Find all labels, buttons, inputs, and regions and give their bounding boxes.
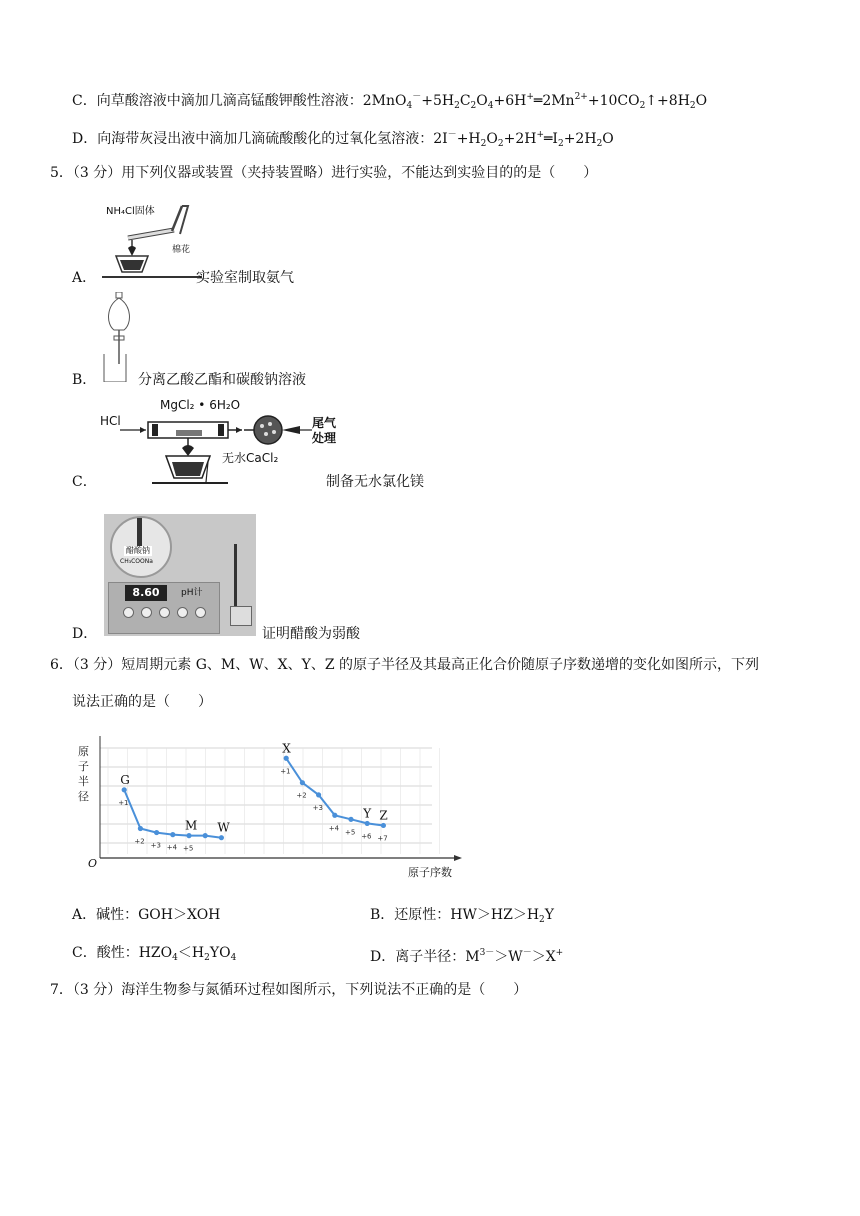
chart-point-label: W <box>217 820 230 835</box>
q6-option-b: B．还原性：$HW>HZ>H_2Y$ <box>370 907 555 925</box>
q5-option-b <box>72 370 96 390</box>
q6-option-d-text: D．离子半径：M <box>370 949 480 965</box>
q5-option-c-letter: C． <box>72 474 97 490</box>
knob-icon <box>159 607 170 618</box>
chart-point <box>365 821 370 826</box>
q5-figure-c-tail-label-1: 尾气 <box>312 416 337 430</box>
chart-point-label: X <box>282 741 291 756</box>
q6-option-d: D．离子半径：$M^{3-}>W^->X^+$ <box>370 948 564 965</box>
chart-point <box>154 830 159 835</box>
chart-valence-label: +7 <box>377 834 388 843</box>
q7-stem: 7．（3 分）海洋生物参与氮循环过程如图所示，下列说法不正确的是（ ） <box>50 982 528 998</box>
q5-figure-d-inset <box>110 516 172 578</box>
chart-point <box>381 823 386 828</box>
chart-valence-label: +6 <box>361 832 372 841</box>
chart-point <box>138 826 143 831</box>
chart-valence-label: +5 <box>345 828 356 837</box>
q5-option-b-text: 分离乙酸乙酯和碳酸钠溶液 <box>138 372 306 388</box>
chart-point-label: M <box>185 818 198 833</box>
knob-icon <box>195 607 206 618</box>
chart-x-axis-label: 原子序数 <box>408 866 452 879</box>
q4-option-d-text: D．向海带灰浸出液中滴加几滴硫酸酸化的过氧化氢溶液： <box>72 131 434 147</box>
q5-figure-d-beaker <box>230 606 252 626</box>
chart-valence-label: +5 <box>183 844 194 853</box>
q5-option-b-letter: B． <box>72 372 97 388</box>
q6-option-c-text: C．酸性：HZO <box>72 945 173 961</box>
chart-valence-label: +3 <box>150 841 161 850</box>
chart-point <box>186 833 191 838</box>
q6-stem-line-2: 说法正确的是（ ） <box>72 694 212 710</box>
q5-option-a <box>72 268 96 288</box>
chart-point <box>219 835 224 840</box>
q5-figure-d-bottle-label: 醋酸钠 <box>126 546 150 555</box>
q5-figure-c-drier-label: 无水CaCl₂ <box>222 451 279 465</box>
chart-point-label: Y <box>363 806 372 821</box>
q5-figure-b <box>100 292 140 382</box>
chart-valence-label: +1 <box>118 798 129 807</box>
chart-point <box>300 780 305 785</box>
chart-point <box>122 787 127 792</box>
chart-point <box>332 813 337 818</box>
q5-figure-a-solid-label: NH₄Cl固体 <box>106 206 155 217</box>
q6-stem-line-1: 6．（3 分）短周期元素 G、M、W、X、Y、Z 的原子半径及其最高正化合价随原子序数递增的变化如图所示，下列 <box>50 657 760 673</box>
chart-y-axis-label: 原子半径 <box>78 745 89 803</box>
q5-figure-d-bottle-sublabel: CH₃COONa <box>120 558 153 565</box>
q5-figure-d-photo <box>104 514 256 636</box>
q5-figure-d-display: 8.60 <box>125 585 167 601</box>
chart-point <box>348 817 353 822</box>
q5-figure-d-meter-label: pH计 <box>181 588 203 598</box>
q4-option-c-text: C．向草酸溶液中滴加几滴高锰酸钾酸性溶液： <box>72 93 363 109</box>
knob-icon <box>177 607 188 618</box>
chart-origin-label: O <box>88 857 98 870</box>
chart-valence-label: +4 <box>166 843 178 852</box>
chart-point-label: Z <box>379 808 388 823</box>
chart-labels <box>118 741 388 852</box>
chart-point <box>170 832 175 837</box>
q4-option-d <box>72 125 614 154</box>
chart-valence-label: +2 <box>296 791 307 800</box>
chart-point <box>316 792 321 797</box>
q4-option-d-equation: $2I^-+H_2O_2+2H^+═I_2+2H_2O$ <box>433 130 614 149</box>
q5-figure-a-cotton-label: 棉花 <box>172 245 191 255</box>
q5-option-c-text: 制备无水氯化镁 <box>326 474 424 490</box>
q5-figure-d-meter-body <box>108 582 220 634</box>
q5-figure-c-tail-label-2: 处理 <box>312 431 337 445</box>
chart-point-label: G <box>120 772 130 787</box>
chart-valence-label: +3 <box>312 803 323 812</box>
q5-option-d-letter: D． <box>72 626 98 642</box>
q6-chart <box>76 736 476 886</box>
chart-grid <box>100 748 440 854</box>
q5-figure-d-electrode <box>137 518 142 548</box>
chart-point <box>284 756 289 761</box>
knob-icon <box>141 607 152 618</box>
q5-option-c <box>72 472 97 492</box>
chart-valence-label: +1 <box>280 767 291 776</box>
q5-figure-c-hcl-label: HCl <box>100 414 121 428</box>
chart-point <box>203 833 208 838</box>
q4-option-c-equation: $2MnO_4^-+5H_2C_2O_4+6H^+═2Mn^{2+}+10CO_2↑+8H_2O$ <box>362 92 708 111</box>
q6-option-a: A．碱性：GOH＞XOH <box>72 907 221 923</box>
q5-option-a-letter: A． <box>72 270 97 286</box>
q5-figure-d-knobs <box>123 607 213 617</box>
q5-figure-c-salt-label: MgCl₂ • 6H₂O <box>160 398 241 412</box>
chart-lines <box>124 758 383 837</box>
q5-option-d-text: 证明醋酸为弱酸 <box>262 626 360 642</box>
q6-option-b-text: B．还原性：HW＞HZ＞H <box>370 907 540 923</box>
knob-icon <box>123 607 134 618</box>
chart-x-axis-arrow <box>454 855 462 861</box>
q5-stem: 5．（3 分）用下列仪器或装置（夹持装置略）进行实验，不能达到实验目的的是（ ） <box>50 165 598 181</box>
chart-valence-label: +4 <box>328 824 340 833</box>
q6-option-c: C．酸性：$HZO_4<H_2YO_4$ <box>72 945 237 963</box>
chart-valence-label: +2 <box>134 837 145 846</box>
q4-option-c <box>72 87 707 116</box>
q5-option-a-text: 实验室制取氨气 <box>196 270 294 286</box>
q5-option-d <box>72 624 97 644</box>
